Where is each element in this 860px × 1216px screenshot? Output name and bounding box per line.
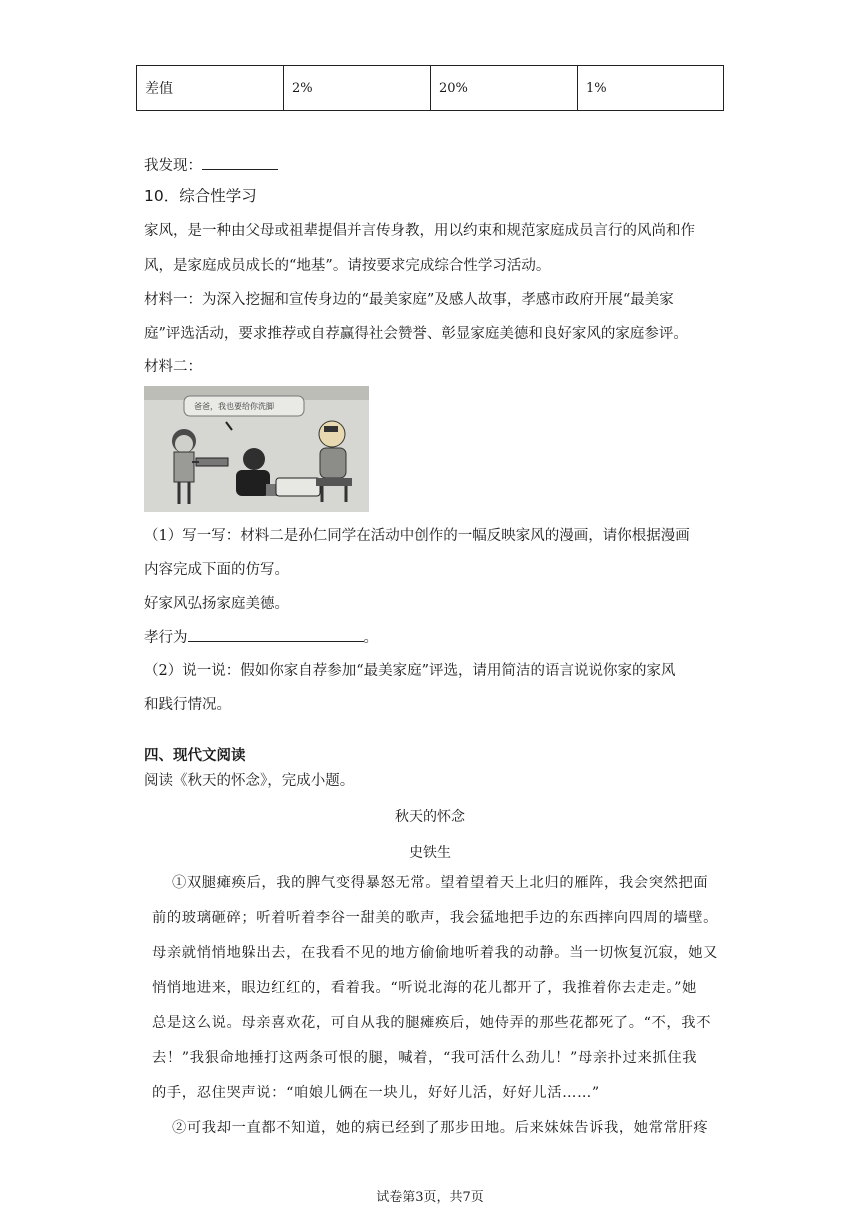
imitation-prefix: 孝行为 bbox=[144, 630, 188, 646]
finding-line bbox=[144, 155, 278, 176]
row-label-cell: 差值 bbox=[137, 66, 284, 111]
comic-caption: 爸爸，我也要给你洗脚 bbox=[194, 402, 274, 411]
intro-line: 家风，是一种由父母或祖辈提倡并言传身教，用以约束和规范家庭成员言行的风尚和作 bbox=[144, 223, 695, 239]
imitation-line bbox=[144, 627, 378, 648]
sub-question-1-line: 内容完成下面的仿写。 bbox=[144, 562, 289, 578]
answer-blank[interactable] bbox=[188, 627, 364, 642]
answer-blank[interactable] bbox=[202, 155, 278, 170]
sub-question-1-line: 好家风弘扬家庭美德。 bbox=[144, 596, 289, 612]
table-cell: 20% bbox=[431, 66, 578, 111]
table-row bbox=[137, 66, 724, 111]
sub-question-1-line: （1）写一写：材料二是孙仁同学在活动中创作的一幅反映家风的漫画，请你根据漫画 bbox=[144, 528, 690, 544]
material-2-label: 材料二： bbox=[144, 359, 202, 375]
difference-table bbox=[136, 65, 724, 111]
finding-label: 我发现： bbox=[144, 158, 202, 174]
table-cell: 1% bbox=[578, 66, 724, 111]
page-footer: 试卷第3页，共7页 bbox=[376, 1190, 484, 1205]
question-10-title: 10．综合性学习 bbox=[144, 187, 257, 205]
essay-line: 母亲就悄悄地躲出去，在我看不见的地方偷偷地听着我的动静。当一切恢复沉寂，她又 bbox=[152, 945, 719, 961]
essay-title: 秋天的怀念 bbox=[395, 809, 465, 825]
essay-line: 悄悄地进来，眼边红红的，看着我。“听说北海的花儿都开了，我推着你去走走。”她 bbox=[152, 980, 697, 996]
intro-line: 风，是家庭成员成长的“地基”。请按要求完成综合性学习活动。 bbox=[144, 258, 551, 274]
essay-line: 的手，忍住哭声说：“咱娘儿俩在一块儿，好好儿活，好好儿活……” bbox=[152, 1085, 600, 1101]
section-4-title: 四、现代文阅读 bbox=[144, 748, 246, 764]
sub-question-2-line: （2）说一说：假如你家自荐参加“最美家庭”评选，请用简洁的语言说说你家的家风 bbox=[144, 663, 676, 679]
material-1-line: 材料一：为深入挖掘和宣传身边的“最美家庭”及感人故事，孝感市政府开展“最美家 bbox=[144, 292, 674, 308]
essay-line: 前的玻璃砸碎；听着听着李谷一甜美的歌声，我会猛地把手边的东西摔向四周的墙壁。 bbox=[152, 910, 719, 926]
essay-line: 总是这么说。母亲喜欢花，可自从我的腿瘫痪后，她侍弄的那些花都死了。“不，我不 bbox=[152, 1015, 712, 1031]
material-1-line: 庭”评选活动，要求推荐或自荐赢得社会赞誉、彰显家庭美德和良好家风的家庭参评。 bbox=[144, 326, 688, 342]
essay-line: 去！”我狠命地捶打这两条可恨的腿，喊着，“我可活什么劲儿！”母亲扑过来抓住我 bbox=[152, 1050, 698, 1066]
reading-instruction: 阅读《秋天的怀念》，完成小题。 bbox=[144, 773, 355, 789]
essay-author: 史铁生 bbox=[409, 845, 451, 861]
sub-question-2-line: 和践行情况。 bbox=[144, 697, 231, 713]
essay-line: ①双腿瘫痪后，我的脾气变得暴怒无常。望着望着天上北归的雁阵，我会突然把面 bbox=[172, 875, 709, 891]
imitation-suffix: 。 bbox=[363, 630, 378, 646]
family-comic-image bbox=[144, 386, 369, 512]
table-cell: 2% bbox=[284, 66, 431, 111]
essay-line: ②可我却一直都不知道，她的病已经到了那步田地。后来妹妹告诉我，她常常肝疼 bbox=[172, 1120, 709, 1136]
